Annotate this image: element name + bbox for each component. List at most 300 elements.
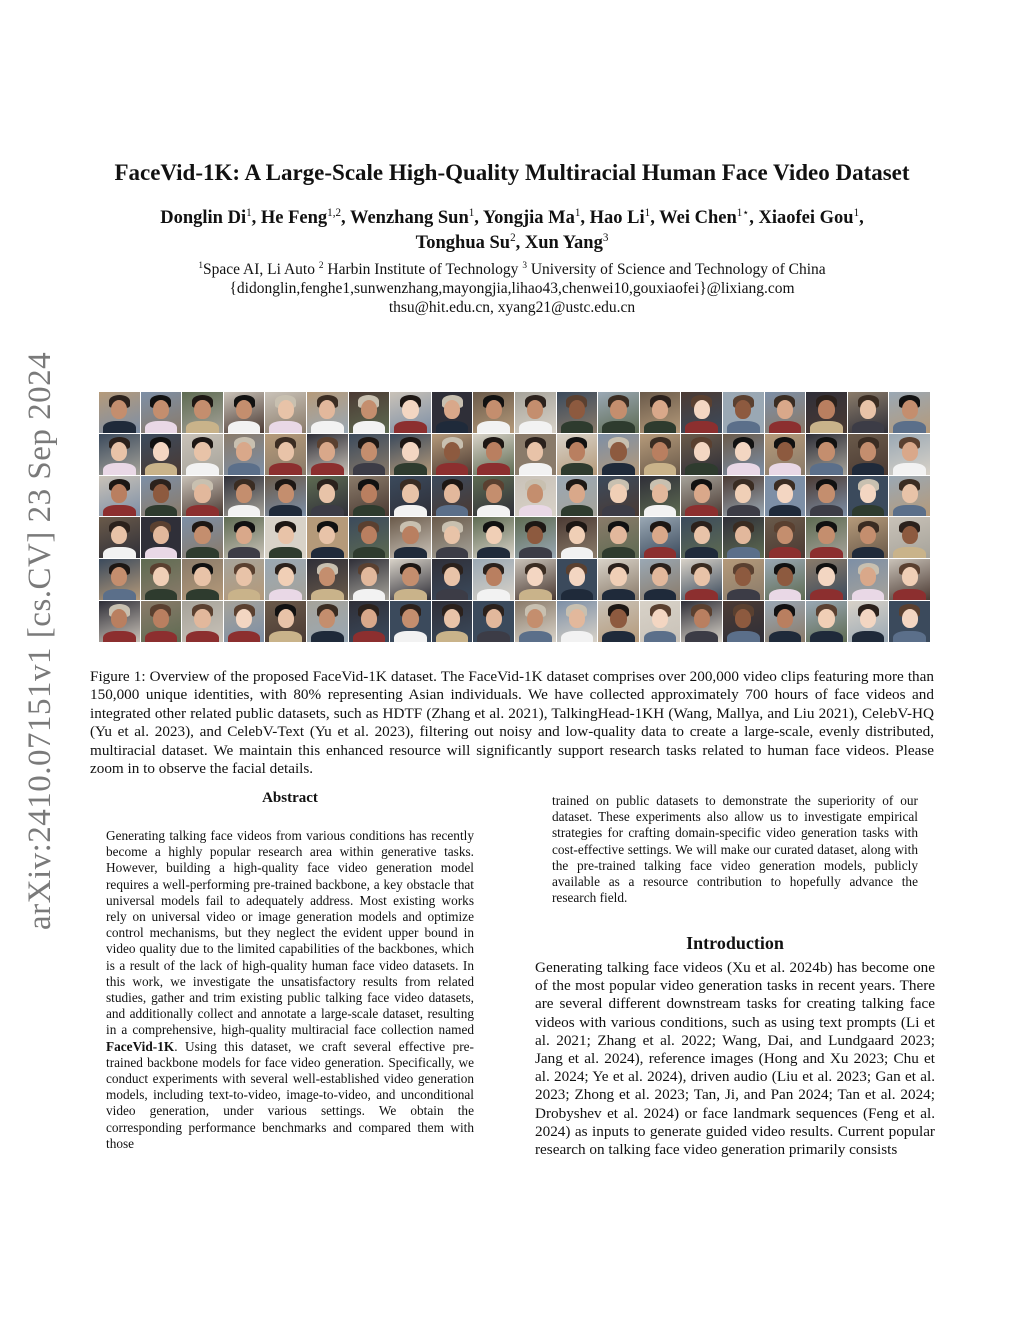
portrait-shoulders bbox=[893, 589, 925, 600]
portrait-shoulders bbox=[727, 463, 759, 474]
portrait-face bbox=[111, 484, 127, 503]
face-thumbnail bbox=[723, 434, 764, 475]
portrait-shoulders bbox=[353, 421, 385, 432]
portrait-shoulders bbox=[727, 631, 759, 642]
face-thumbnail bbox=[515, 559, 556, 600]
face-thumbnail bbox=[265, 476, 306, 517]
face-thumbnail bbox=[473, 392, 514, 433]
face-thumbnail bbox=[390, 517, 431, 558]
portrait-face bbox=[319, 400, 335, 419]
portrait-face bbox=[860, 609, 876, 628]
portrait-face bbox=[194, 484, 210, 503]
portrait-face bbox=[694, 526, 710, 545]
portrait-shoulders bbox=[602, 505, 634, 516]
portrait-shoulders bbox=[394, 463, 426, 474]
portrait-face bbox=[527, 567, 543, 586]
face-thumbnail bbox=[515, 601, 556, 642]
portrait-shoulders bbox=[727, 421, 759, 432]
portrait-face bbox=[569, 609, 585, 628]
portrait-shoulders bbox=[852, 631, 884, 642]
portrait-shoulders bbox=[186, 505, 218, 516]
portrait-shoulders bbox=[602, 631, 634, 642]
face-thumbnail bbox=[640, 517, 681, 558]
portrait-face bbox=[818, 442, 834, 461]
face-thumbnail bbox=[224, 517, 265, 558]
portrait-face bbox=[236, 567, 252, 586]
portrait-face bbox=[153, 442, 169, 461]
face-thumbnail bbox=[806, 559, 847, 600]
portrait-shoulders bbox=[103, 463, 135, 474]
face-thumbnail bbox=[265, 559, 306, 600]
face-thumbnail bbox=[307, 559, 348, 600]
portrait-shoulders bbox=[769, 463, 801, 474]
portrait-face bbox=[610, 484, 626, 503]
portrait-shoulders bbox=[145, 631, 177, 642]
face-thumbnail bbox=[848, 517, 889, 558]
portrait-face bbox=[652, 567, 668, 586]
face-thumbnail bbox=[681, 517, 722, 558]
portrait-face bbox=[444, 567, 460, 586]
face-thumbnail bbox=[515, 434, 556, 475]
portrait-shoulders bbox=[519, 631, 551, 642]
portrait-face bbox=[902, 526, 918, 545]
portrait-shoulders bbox=[644, 631, 676, 642]
portrait-shoulders bbox=[810, 589, 842, 600]
portrait-face bbox=[444, 484, 460, 503]
portrait-face bbox=[402, 484, 418, 503]
face-thumbnail bbox=[889, 601, 930, 642]
face-thumbnail bbox=[515, 392, 556, 433]
portrait-shoulders bbox=[685, 505, 717, 516]
portrait-face bbox=[278, 400, 294, 419]
face-thumbnail bbox=[640, 476, 681, 517]
face-thumbnail bbox=[765, 559, 806, 600]
face-thumbnail bbox=[473, 559, 514, 600]
portrait-shoulders bbox=[103, 547, 135, 558]
portrait-face bbox=[610, 442, 626, 461]
face-thumbnail bbox=[265, 434, 306, 475]
portrait-shoulders bbox=[810, 463, 842, 474]
portrait-face bbox=[569, 400, 585, 419]
portrait-shoulders bbox=[644, 463, 676, 474]
portrait-shoulders bbox=[477, 547, 509, 558]
portrait-shoulders bbox=[477, 505, 509, 516]
portrait-face bbox=[735, 442, 751, 461]
author-affiliation-mark: 1⋆ bbox=[736, 206, 750, 219]
author-affiliation-mark: 2 bbox=[510, 231, 516, 244]
portrait-shoulders bbox=[769, 589, 801, 600]
portrait-shoulders bbox=[311, 631, 343, 642]
face-thumbnail bbox=[640, 392, 681, 433]
portrait-shoulders bbox=[852, 547, 884, 558]
portrait-face bbox=[610, 526, 626, 545]
face-thumbnail bbox=[224, 392, 265, 433]
portrait-face bbox=[153, 609, 169, 628]
portrait-shoulders bbox=[103, 631, 135, 642]
portrait-face bbox=[111, 567, 127, 586]
face-thumbnail bbox=[141, 559, 182, 600]
portrait-shoulders bbox=[228, 505, 260, 516]
affiliation-mark: 2 bbox=[318, 260, 324, 271]
author-name: Wenzhang Sun bbox=[349, 208, 469, 228]
author-name: Yongjia Ma bbox=[482, 208, 575, 228]
portrait-face bbox=[735, 400, 751, 419]
portrait-shoulders bbox=[269, 589, 301, 600]
portrait-shoulders bbox=[852, 505, 884, 516]
portrait-shoulders bbox=[186, 589, 218, 600]
abstract-text-part-1: Generating talking face videos from various conditions has recently become a highly popular research area within generative tasks. However, building a high-quality face video generation model requires a well-performing pre-trained backbone, a key obstacle that universal models fail to adequately address. Most existing works rely on universal video or image generation models and optimize control mechanisms, but they neglect the evident upper bound in video quality due to the limited capabilities of the backbones, which is a result of the lack of high-quality human face video datasets. In this work, we investigate the unsatisfactory results from related studies, gather and trim existing public talking face video datasets, and additionally collect and annotate a large-scale dataset, resulting in a comprehensive, high-quality multiracial face collection named bbox=[106, 828, 474, 1038]
face-thumbnail bbox=[390, 476, 431, 517]
face-thumbnail bbox=[473, 517, 514, 558]
face-thumbnail bbox=[723, 476, 764, 517]
face-thumbnail bbox=[349, 476, 390, 517]
portrait-shoulders bbox=[519, 505, 551, 516]
portrait-face bbox=[236, 442, 252, 461]
face-thumbnail bbox=[889, 392, 930, 433]
abstract-heading: Abstract bbox=[262, 790, 318, 806]
portrait-shoulders bbox=[561, 547, 593, 558]
portrait-face bbox=[153, 484, 169, 503]
face-mosaic-figure bbox=[99, 392, 930, 642]
portrait-face bbox=[860, 484, 876, 503]
portrait-face bbox=[527, 609, 543, 628]
portrait-face bbox=[194, 442, 210, 461]
author-affiliation-mark: 3 bbox=[602, 231, 609, 244]
face-thumbnail bbox=[723, 559, 764, 600]
face-thumbnail bbox=[432, 476, 473, 517]
author-affiliation-mark: 1 bbox=[574, 206, 581, 219]
face-thumbnail bbox=[473, 434, 514, 475]
face-thumbnail bbox=[390, 434, 431, 475]
face-thumbnail bbox=[889, 434, 930, 475]
author-list bbox=[100, 206, 924, 256]
portrait-shoulders bbox=[311, 463, 343, 474]
portrait-face bbox=[694, 442, 710, 461]
portrait-face bbox=[278, 442, 294, 461]
author-name: Tonghua Su bbox=[415, 233, 511, 253]
face-thumbnail bbox=[99, 392, 140, 433]
author-separator: , bbox=[251, 208, 261, 228]
portrait-face bbox=[860, 400, 876, 419]
author-name: Xiaofei Gou bbox=[758, 208, 854, 228]
face-thumbnail bbox=[848, 476, 889, 517]
author-affiliation-mark: 1,2 bbox=[327, 206, 342, 219]
portrait-shoulders bbox=[685, 421, 717, 432]
portrait-face bbox=[444, 609, 460, 628]
affiliation-name: University of Science and Technology of China bbox=[526, 261, 826, 278]
portrait-shoulders bbox=[727, 589, 759, 600]
affiliation-mark: 3 bbox=[522, 260, 527, 271]
portrait-shoulders bbox=[228, 463, 260, 474]
affiliation-name: Harbin Institute of Technology bbox=[323, 261, 523, 278]
portrait-shoulders bbox=[353, 547, 385, 558]
portrait-shoulders bbox=[228, 631, 260, 642]
portrait-face bbox=[111, 526, 127, 545]
face-thumbnail bbox=[848, 601, 889, 642]
portrait-face bbox=[735, 526, 751, 545]
portrait-shoulders bbox=[269, 463, 301, 474]
portrait-shoulders bbox=[269, 421, 301, 432]
portrait-shoulders bbox=[353, 505, 385, 516]
face-thumbnail bbox=[265, 601, 306, 642]
portrait-shoulders bbox=[685, 547, 717, 558]
portrait-face bbox=[902, 442, 918, 461]
portrait-shoulders bbox=[561, 463, 593, 474]
face-thumbnail bbox=[723, 601, 764, 642]
portrait-shoulders bbox=[436, 463, 468, 474]
face-thumbnail bbox=[182, 392, 223, 433]
portrait-face bbox=[486, 442, 502, 461]
face-thumbnail bbox=[681, 392, 722, 433]
abstract-body bbox=[106, 828, 474, 1152]
portrait-face bbox=[153, 526, 169, 545]
abstract-text-part-2: . Using this dataset, we craft several effective pre-trained backbone models for face video generation. Specifically, we conduct experiments with several well-established video generation models, including text-to-video, image-to-video, and unconditional video generation, under various settings. We obtain the corresponding performance benchmarks and compared them with those bbox=[106, 1038, 474, 1151]
portrait-shoulders bbox=[644, 589, 676, 600]
face-thumbnail bbox=[265, 392, 306, 433]
face-thumbnail bbox=[182, 601, 223, 642]
portrait-face bbox=[402, 609, 418, 628]
portrait-face bbox=[735, 567, 751, 586]
portrait-shoulders bbox=[852, 463, 884, 474]
face-thumbnail bbox=[848, 559, 889, 600]
portrait-shoulders bbox=[893, 505, 925, 516]
portrait-face bbox=[527, 484, 543, 503]
portrait-face bbox=[777, 609, 793, 628]
face-thumbnail bbox=[889, 517, 930, 558]
portrait-shoulders bbox=[644, 421, 676, 432]
portrait-shoulders bbox=[394, 589, 426, 600]
face-thumbnail bbox=[765, 476, 806, 517]
portrait-face bbox=[402, 567, 418, 586]
face-thumbnail bbox=[723, 392, 764, 433]
portrait-face bbox=[278, 567, 294, 586]
portrait-shoulders bbox=[436, 421, 468, 432]
portrait-face bbox=[902, 400, 918, 419]
portrait-shoulders bbox=[769, 421, 801, 432]
dataset-name-highlight: FaceVid-1K bbox=[106, 1038, 175, 1054]
author-separator: , bbox=[474, 208, 483, 228]
face-thumbnail bbox=[432, 392, 473, 433]
portrait-shoulders bbox=[353, 589, 385, 600]
portrait-face bbox=[652, 609, 668, 628]
portrait-face bbox=[361, 442, 377, 461]
portrait-face bbox=[777, 484, 793, 503]
portrait-shoulders bbox=[186, 463, 218, 474]
portrait-shoulders bbox=[228, 421, 260, 432]
portrait-shoulders bbox=[186, 421, 218, 432]
author-separator: , bbox=[341, 208, 350, 228]
portrait-shoulders bbox=[769, 505, 801, 516]
portrait-shoulders bbox=[311, 589, 343, 600]
portrait-face bbox=[153, 567, 169, 586]
portrait-face bbox=[569, 442, 585, 461]
author-separator: , bbox=[515, 233, 525, 253]
face-thumbnail bbox=[349, 434, 390, 475]
portrait-shoulders bbox=[228, 589, 260, 600]
face-thumbnail bbox=[265, 517, 306, 558]
face-thumbnail bbox=[598, 434, 639, 475]
face-thumbnail bbox=[141, 601, 182, 642]
portrait-face bbox=[153, 400, 169, 419]
portrait-shoulders bbox=[602, 589, 634, 600]
portrait-shoulders bbox=[103, 421, 135, 432]
portrait-face bbox=[319, 609, 335, 628]
face-thumbnail bbox=[765, 517, 806, 558]
portrait-shoulders bbox=[269, 631, 301, 642]
portrait-face bbox=[194, 400, 210, 419]
portrait-shoulders bbox=[852, 421, 884, 432]
face-thumbnail bbox=[349, 517, 390, 558]
face-thumbnail bbox=[557, 517, 598, 558]
author-separator: , bbox=[650, 208, 660, 228]
face-thumbnail bbox=[598, 517, 639, 558]
portrait-face bbox=[486, 567, 502, 586]
author-separator: , bbox=[580, 208, 590, 228]
author-name: Donglin Di bbox=[160, 208, 247, 228]
face-thumbnail bbox=[99, 559, 140, 600]
face-thumbnail bbox=[681, 559, 722, 600]
portrait-face bbox=[486, 484, 502, 503]
portrait-face bbox=[402, 526, 418, 545]
face-thumbnail bbox=[432, 601, 473, 642]
face-thumbnail bbox=[224, 434, 265, 475]
portrait-face bbox=[194, 609, 210, 628]
portrait-face bbox=[694, 400, 710, 419]
portrait-shoulders bbox=[436, 547, 468, 558]
introduction-body: Generating talking face videos (Xu et al. 2024b) has become one of the most popular video generation tasks in recent years. There are several different downstream tasks for creating talking face videos with various conditions, such as using text prompts (Li et al. 2021; Zhang et al. 2022; Wang, Dai, and Lundgaard 2023; Jang et al. 2024), reference images (Hong and Xu 2023; Chu et al. 2024; Ye et al. 2024), driven audio (Liu et al. 2023; Gan et al. 2023; Zhong et al. 2023; Tan, Ji, and Pan 2024; Tan et al. 2024; Drobyshev et al. 2024) or face landmark sequences (Feng et al. 2024) as inputs to generate guided video results. Current popular research on talking face video generation primarily consists bbox=[535, 959, 935, 1159]
portrait-face bbox=[694, 484, 710, 503]
portrait-face bbox=[569, 484, 585, 503]
portrait-face bbox=[111, 609, 127, 628]
portrait-face bbox=[527, 526, 543, 545]
portrait-shoulders bbox=[769, 631, 801, 642]
arxiv-side-label: arXiv:2410.07151v1 [cs.CV] 23 Sep 2024 bbox=[22, 351, 58, 930]
portrait-face bbox=[860, 567, 876, 586]
portrait-face bbox=[777, 567, 793, 586]
portrait-shoulders bbox=[561, 421, 593, 432]
portrait-face bbox=[361, 526, 377, 545]
portrait-shoulders bbox=[644, 547, 676, 558]
portrait-shoulders bbox=[810, 631, 842, 642]
portrait-face bbox=[610, 567, 626, 586]
introduction-heading: Introduction bbox=[686, 933, 784, 953]
portrait-face bbox=[527, 442, 543, 461]
portrait-shoulders bbox=[145, 463, 177, 474]
face-thumbnail bbox=[473, 601, 514, 642]
portrait-shoulders bbox=[228, 547, 260, 558]
author-name: Hao Li bbox=[589, 208, 645, 228]
portrait-shoulders bbox=[145, 589, 177, 600]
face-thumbnail bbox=[515, 517, 556, 558]
portrait-shoulders bbox=[769, 547, 801, 558]
face-thumbnail bbox=[640, 601, 681, 642]
face-thumbnail bbox=[557, 601, 598, 642]
portrait-shoulders bbox=[436, 631, 468, 642]
portrait-face bbox=[444, 400, 460, 419]
portrait-face bbox=[818, 567, 834, 586]
portrait-shoulders bbox=[436, 505, 468, 516]
portrait-shoulders bbox=[893, 463, 925, 474]
face-thumbnail bbox=[307, 601, 348, 642]
portrait-face bbox=[652, 484, 668, 503]
portrait-shoulders bbox=[394, 547, 426, 558]
face-thumbnail bbox=[723, 517, 764, 558]
portrait-face bbox=[361, 567, 377, 586]
face-thumbnail bbox=[806, 517, 847, 558]
face-thumbnail bbox=[141, 476, 182, 517]
portrait-face bbox=[444, 442, 460, 461]
portrait-shoulders bbox=[602, 463, 634, 474]
portrait-shoulders bbox=[353, 463, 385, 474]
face-thumbnail bbox=[224, 601, 265, 642]
portrait-face bbox=[402, 400, 418, 419]
portrait-face bbox=[444, 526, 460, 545]
portrait-shoulders bbox=[893, 547, 925, 558]
face-thumbnail bbox=[806, 392, 847, 433]
face-thumbnail bbox=[640, 559, 681, 600]
portrait-face bbox=[818, 484, 834, 503]
affiliations bbox=[80, 260, 944, 317]
face-thumbnail bbox=[307, 476, 348, 517]
portrait-shoulders bbox=[145, 505, 177, 516]
face-thumbnail bbox=[598, 476, 639, 517]
face-thumbnail bbox=[598, 559, 639, 600]
figure-caption: Figure 1: Overview of the proposed FaceVid-1K dataset. The FaceVid-1K dataset comprises over 200,000 video clips featuring more than 150,000 unique identities, with 80% representing Asian individuals. We have collected approximately 700 hours of face videos and integrated other related public datasets, such as HDTF (Zhang et al. 2021), TalkingHead-1KH (Wang, Mallya, and Liu 2021), CelebV-HQ (Yu et al. 2023), and CelebV-Text (Yu et al. 2023), filtering out noisy and low-quality data to create a large-scale, evenly distributed, multiracial dataset. We maintain this enhanced resource will significantly support research tasks related to human face videos. Please zoom in to observe the facial details. bbox=[90, 668, 934, 778]
face-thumbnail bbox=[765, 392, 806, 433]
face-thumbnail bbox=[515, 476, 556, 517]
portrait-face bbox=[860, 526, 876, 545]
portrait-face bbox=[361, 609, 377, 628]
portrait-face bbox=[902, 609, 918, 628]
face-thumbnail bbox=[598, 392, 639, 433]
portrait-shoulders bbox=[269, 547, 301, 558]
portrait-face bbox=[735, 609, 751, 628]
face-thumbnail bbox=[390, 559, 431, 600]
affiliation-name: Space AI, Li Auto bbox=[203, 261, 319, 278]
portrait-shoulders bbox=[561, 505, 593, 516]
face-thumbnail bbox=[848, 392, 889, 433]
face-thumbnail bbox=[765, 434, 806, 475]
portrait-shoulders bbox=[810, 547, 842, 558]
portrait-shoulders bbox=[644, 505, 676, 516]
portrait-face bbox=[569, 526, 585, 545]
portrait-shoulders bbox=[727, 547, 759, 558]
portrait-shoulders bbox=[477, 631, 509, 642]
face-thumbnail bbox=[557, 559, 598, 600]
portrait-shoulders bbox=[685, 589, 717, 600]
portrait-shoulders bbox=[477, 463, 509, 474]
author-separator: , bbox=[749, 208, 759, 228]
portrait-face bbox=[527, 400, 543, 419]
portrait-shoulders bbox=[519, 463, 551, 474]
face-thumbnail bbox=[681, 434, 722, 475]
portrait-face bbox=[361, 484, 377, 503]
portrait-face bbox=[818, 400, 834, 419]
portrait-face bbox=[486, 526, 502, 545]
author-name: Xun Yang bbox=[524, 233, 603, 253]
face-thumbnail bbox=[557, 434, 598, 475]
portrait-face bbox=[111, 442, 127, 461]
face-thumbnail bbox=[182, 517, 223, 558]
portrait-shoulders bbox=[311, 547, 343, 558]
face-thumbnail bbox=[640, 434, 681, 475]
portrait-shoulders bbox=[519, 547, 551, 558]
portrait-shoulders bbox=[145, 547, 177, 558]
face-thumbnail bbox=[889, 559, 930, 600]
face-thumbnail bbox=[99, 517, 140, 558]
portrait-face bbox=[860, 442, 876, 461]
affiliation-mark: 1 bbox=[198, 260, 204, 271]
